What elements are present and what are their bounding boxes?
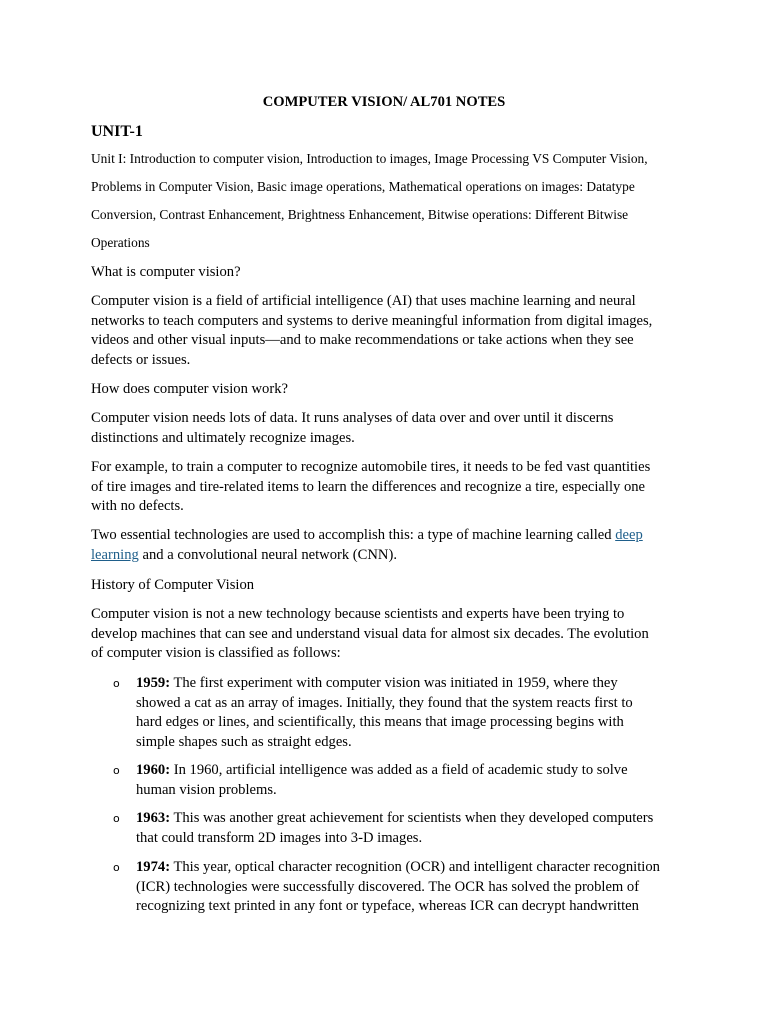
example-paragraph [91, 458, 681, 517]
deep-learning-link[interactable]: deep [615, 527, 643, 543]
paragraph-line: simple shapes such as straight edges. [136, 733, 352, 750]
how-paragraph [91, 409, 681, 448]
what-paragraph [91, 292, 681, 370]
paragraph-line [136, 858, 696, 878]
unit-heading: UNIT-1 [91, 123, 143, 140]
paragraph-line: human vision problems. [136, 781, 277, 798]
paragraph-line: Computer vision is a field of artificial intelligence (AI) that uses machine learning and neural [91, 293, 636, 309]
paragraph-text: In 1960, artificial intelligence was added as a field of academic study to solve [170, 762, 628, 778]
paragraph-line: showed a cat as an array of images. Initially, they found that the system reacts first to [136, 694, 633, 711]
paragraph-line: that could transform 2D images into 3-D images. [136, 829, 423, 846]
paragraph-line: (ICR) technologies were successfully discovered. The OCR has solved the problem of [136, 878, 640, 895]
timeline-item-text [136, 858, 696, 917]
paragraph-line [136, 761, 696, 781]
question-what-heading: What is computer vision? [91, 264, 241, 280]
timeline-item-text [136, 674, 696, 752]
paragraph-line: Computer vision needs lots of data. It runs analyses of data over and over until it discerns [91, 410, 614, 426]
bullet-marker-icon: o [113, 812, 120, 825]
paragraph-line: networks to teach computers and systems to derive meaningful information from digital images, [91, 312, 653, 329]
paragraph-line: of computer vision is classified as follows: [91, 645, 341, 662]
timeline-year: 1963: [136, 810, 171, 826]
syllabus-line: Unit I: Introduction to computer vision, Introduction to images, Image Processing VS Computer Vision, [91, 151, 648, 166]
timeline-item-text [136, 809, 696, 848]
technologies-paragraph [91, 526, 681, 565]
paragraph-line: of tire images and tire-related items to learn the differences and recognize a tire, especially one [91, 478, 646, 495]
timeline-year: 1959: [136, 675, 171, 691]
paragraph-line: with no defects. [91, 498, 184, 515]
paragraph-text: and a convolutional neural network (CNN). [138, 546, 397, 563]
syllabus-line: Conversion, Contrast Enhancement, Brightness Enhancement, Bitwise operations: Different Bitwise [91, 207, 629, 222]
paragraph-text: This year, optical character recognition (OCR) and intelligent character recognition [170, 859, 660, 875]
bullet-marker-icon: o [113, 861, 120, 874]
paragraph-line: recognizing text printed in any font or typeface, whereas ICR can decrypt handwritten [136, 898, 639, 915]
paragraph-line: hard edges or lines, and scientifically, this means that image processing begins with [136, 714, 624, 731]
syllabus-line: Operations [91, 235, 150, 250]
paragraph-text: The first experiment with computer vision was initiated in 1959, where they [170, 675, 618, 691]
bullet-marker-icon: o [113, 764, 120, 777]
history-paragraph [91, 605, 681, 664]
paragraph-line [136, 809, 696, 829]
paragraph-line: For example, to train a computer to recognize automobile tires, it needs to be fed vast quantities [91, 459, 651, 475]
history-heading: History of Computer Vision [91, 577, 255, 593]
paragraph-line: defects or issues. [91, 351, 191, 368]
paragraph-line [136, 674, 696, 694]
syllabus-line: Problems in Computer Vision, Basic image operations, Mathematical operations on images: Datatype [91, 179, 635, 194]
deep-learning-link[interactable]: learning [91, 546, 139, 563]
question-how-heading: How does computer vision work? [91, 381, 288, 397]
timeline-year: 1974: [136, 859, 171, 875]
bullet-marker-icon: o [113, 677, 120, 690]
timeline-item-text [136, 761, 696, 800]
paragraph-line: distinctions and ultimately recognize images. [91, 429, 355, 446]
paragraph-line [91, 526, 681, 546]
paragraph-text: This was another great achievement for scientists when they developed computers [170, 810, 654, 826]
paragraph-text: Two essential technologies are used to accomplish this: a type of machine learning called [91, 527, 616, 543]
paragraph-line [91, 546, 681, 566]
paragraph-line: videos and other visual inputs—and to make recommendations or take actions when they see [91, 332, 634, 349]
paragraph-line: Computer vision is not a new technology because scientists and experts have been trying to [91, 606, 625, 622]
document-title: COMPUTER VISION/ AL701 NOTES [262, 94, 506, 110]
paragraph-line: develop machines that can see and understand visual data for almost six decades. The evolution [91, 625, 649, 642]
timeline-year: 1960: [136, 762, 171, 778]
